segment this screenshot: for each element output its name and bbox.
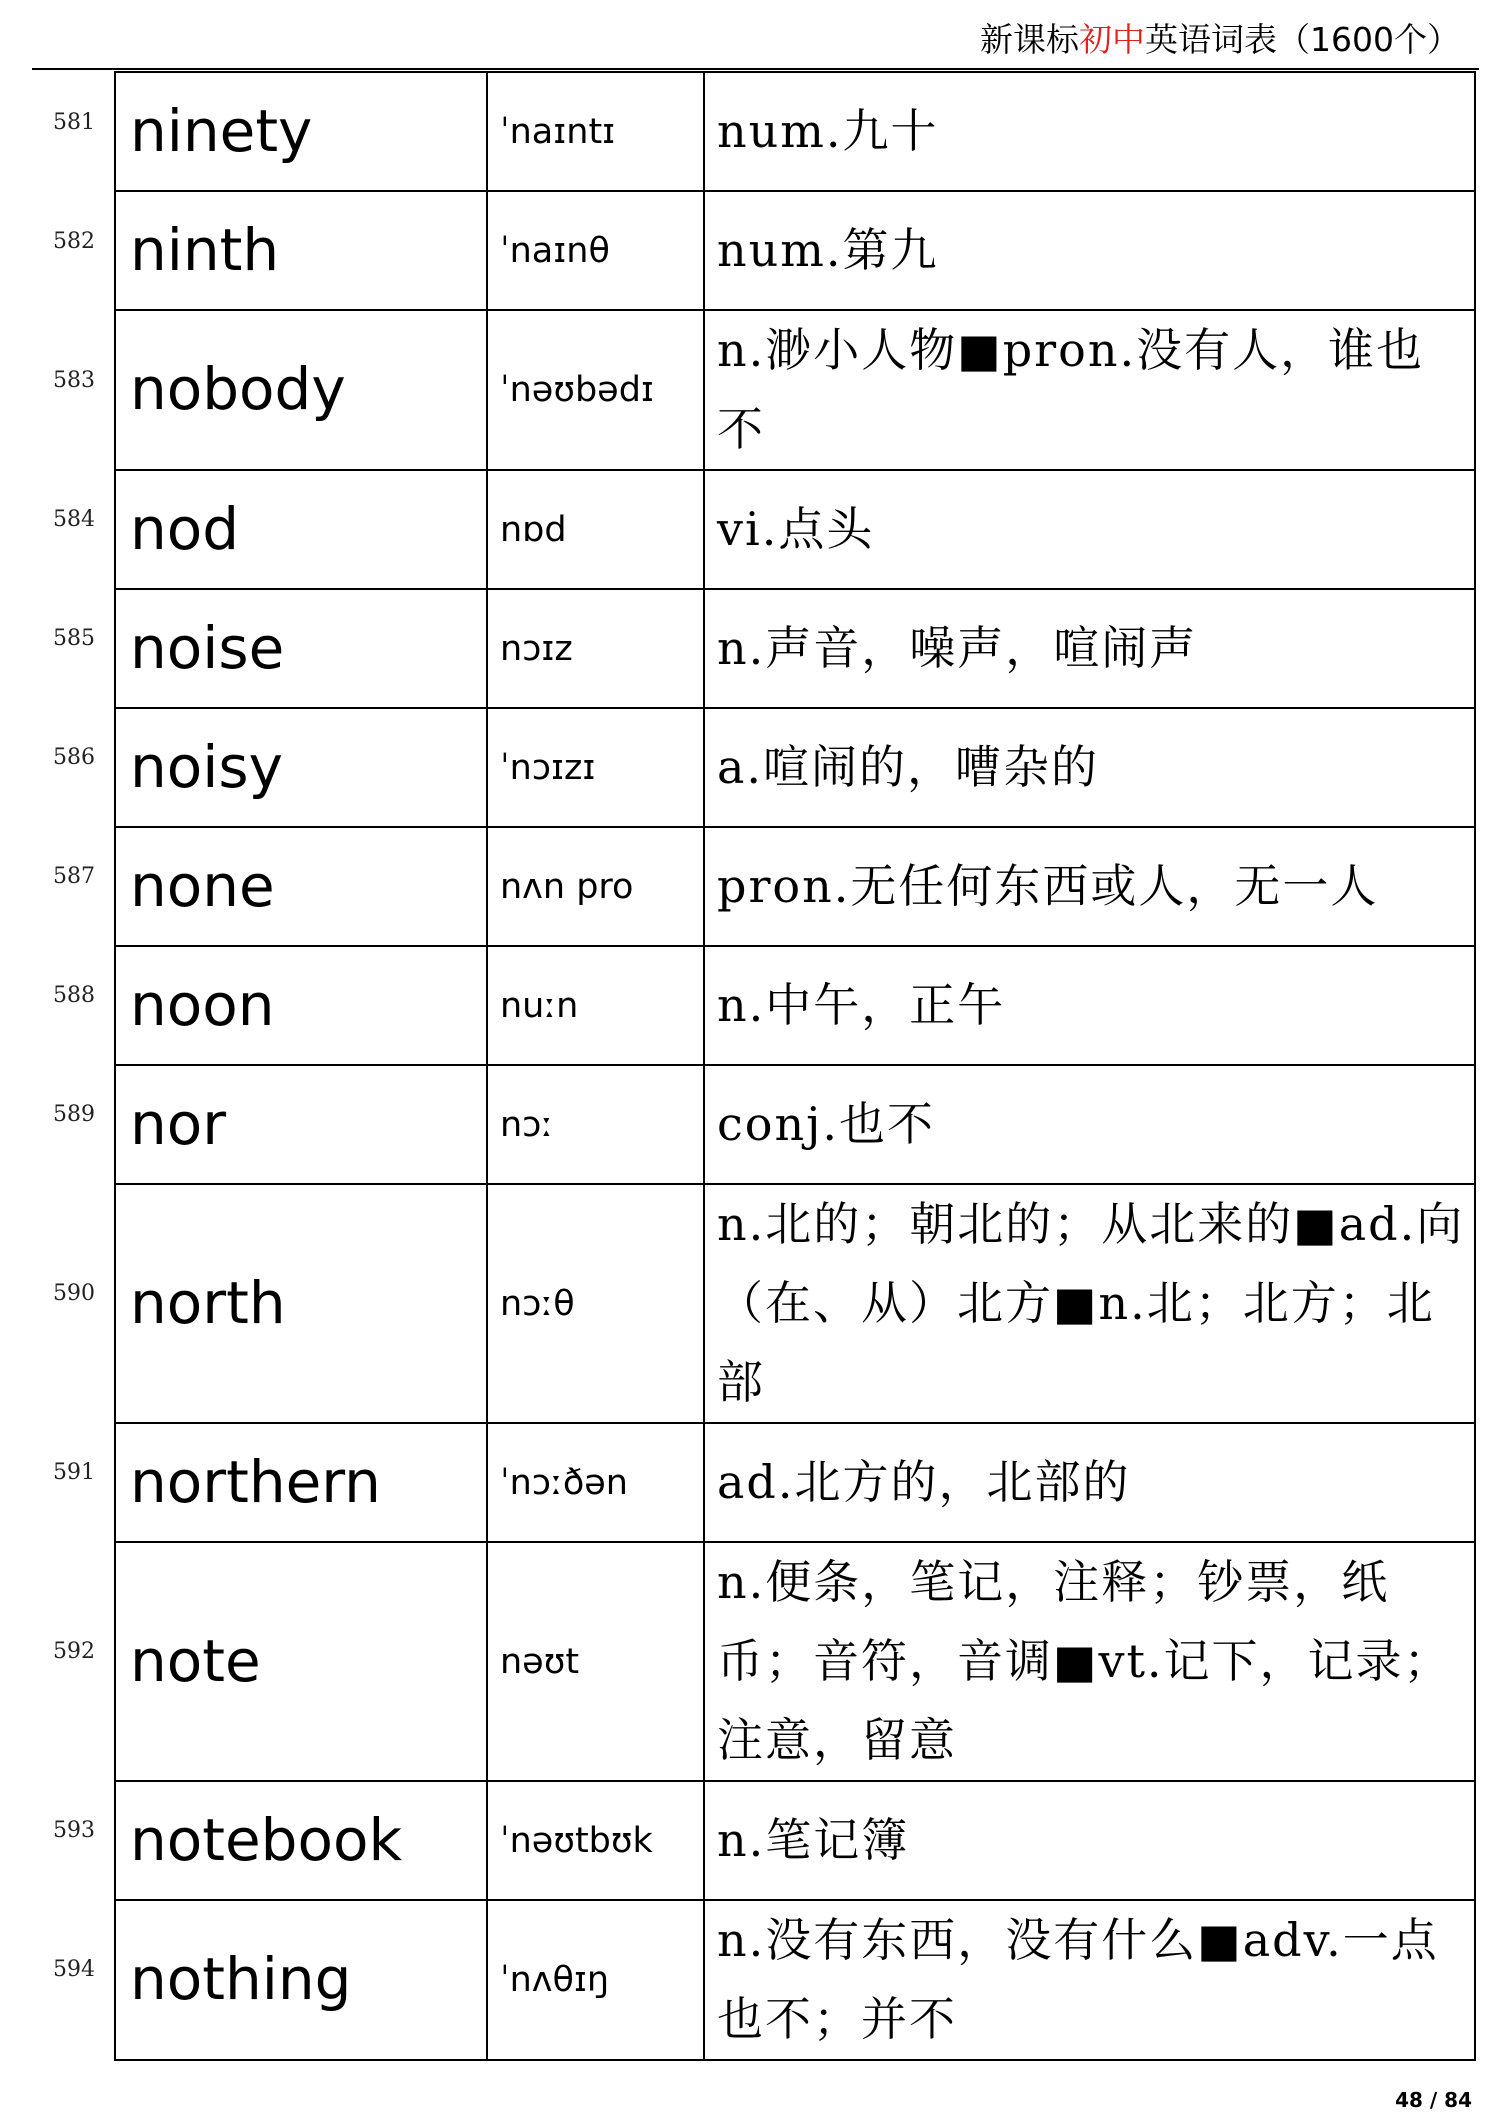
definition-cell: num.九十	[704, 72, 1475, 191]
header-title-suffix: 英语词表（1600个）	[1145, 20, 1460, 59]
phonetic-cell: ˈnɔːðən	[487, 1423, 704, 1542]
table-row	[115, 1781, 1475, 1900]
definition-cell: n.北的；朝北的；从北来的■ad.向（在、从）北方■n.北；北方；北部	[704, 1184, 1475, 1423]
phonetic-cell: ˈnəʊbədɪ	[487, 310, 704, 470]
row-number: 591	[53, 1459, 95, 1485]
phonetic-cell: nəʊt	[487, 1542, 704, 1781]
definition-cell: n.笔记簿	[704, 1781, 1475, 1900]
table-row	[115, 310, 1475, 470]
row-number: 594	[53, 1956, 95, 1982]
word-cell: notebook	[115, 1781, 487, 1900]
row-number: 587	[53, 863, 95, 889]
table-row	[115, 72, 1475, 191]
table-row	[115, 1184, 1475, 1423]
definition-cell: n.渺小人物■pron.没有人，谁也不	[704, 310, 1475, 470]
page-number: 48 / 84	[1395, 2088, 1472, 2112]
word-cell: nod	[115, 470, 487, 589]
definition-cell: conj.也不	[704, 1065, 1475, 1184]
word-cell: ninth	[115, 191, 487, 310]
row-number: 586	[53, 744, 95, 770]
word-cell: nothing	[115, 1900, 487, 2060]
word-cell: noon	[115, 946, 487, 1065]
vocabulary-table	[114, 71, 1476, 2061]
word-cell: noise	[115, 589, 487, 708]
page-header-title	[980, 14, 1460, 61]
row-number: 582	[53, 228, 95, 254]
word-cell: ninety	[115, 72, 487, 191]
phonetic-cell: ˈnəʊtbʊk	[487, 1781, 704, 1900]
word-cell: note	[115, 1542, 487, 1781]
word-cell: nor	[115, 1065, 487, 1184]
phonetic-cell: ˈnʌθɪŋ	[487, 1900, 704, 2060]
phonetic-cell: nɔɪz	[487, 589, 704, 708]
phonetic-cell: nɒd	[487, 470, 704, 589]
definition-cell: num.第九	[704, 191, 1475, 310]
definition-cell: pron.无任何东西或人，无一人	[704, 827, 1475, 946]
definition-cell: n.中午，正午	[704, 946, 1475, 1065]
phonetic-cell: nɔː	[487, 1065, 704, 1184]
row-number: 592	[53, 1638, 95, 1664]
table-row	[115, 1065, 1475, 1184]
definition-cell: vi.点头	[704, 470, 1475, 589]
definition-cell: n.声音，噪声，喧闹声	[704, 589, 1475, 708]
table-row	[115, 191, 1475, 310]
table-row	[115, 708, 1475, 827]
definition-cell: a.喧闹的，嘈杂的	[704, 708, 1475, 827]
row-number: 581	[53, 109, 95, 135]
row-number: 593	[53, 1817, 95, 1843]
phonetic-cell: nɔːθ	[487, 1184, 704, 1423]
word-cell: noisy	[115, 708, 487, 827]
header-title-accent: 初中	[1079, 20, 1146, 59]
table-row	[115, 1423, 1475, 1542]
row-number: 584	[53, 506, 95, 532]
word-cell: northern	[115, 1423, 487, 1542]
table-row	[115, 827, 1475, 946]
header-divider	[32, 68, 1479, 70]
word-cell: none	[115, 827, 487, 946]
definition-cell: n.没有东西，没有什么■adv.一点也不；并不	[704, 1900, 1475, 2060]
definition-cell: n.便条，笔记，注释；钞票，纸币；音符，音调■vt.记下，记录；注意，留意	[704, 1542, 1475, 1781]
table-row	[115, 589, 1475, 708]
row-number: 583	[53, 367, 95, 393]
phonetic-cell: nʌn pro	[487, 827, 704, 946]
row-number: 590	[53, 1280, 95, 1306]
header-title-prefix: 新课标	[980, 20, 1080, 59]
word-cell: north	[115, 1184, 487, 1423]
word-cell: nobody	[115, 310, 487, 470]
definition-cell: ad.北方的，北部的	[704, 1423, 1475, 1542]
row-number: 589	[53, 1101, 95, 1127]
phonetic-cell: ˈnaɪntɪ	[487, 72, 704, 191]
table-row	[115, 1900, 1475, 2060]
phonetic-cell: ˈnɔɪzɪ	[487, 708, 704, 827]
table-row	[115, 470, 1475, 589]
phonetic-cell: ˈnaɪnθ	[487, 191, 704, 310]
table-row	[115, 1542, 1475, 1781]
row-number: 585	[53, 625, 95, 651]
row-number: 588	[53, 982, 95, 1008]
phonetic-cell: nuːn	[487, 946, 704, 1065]
table-row	[115, 946, 1475, 1065]
